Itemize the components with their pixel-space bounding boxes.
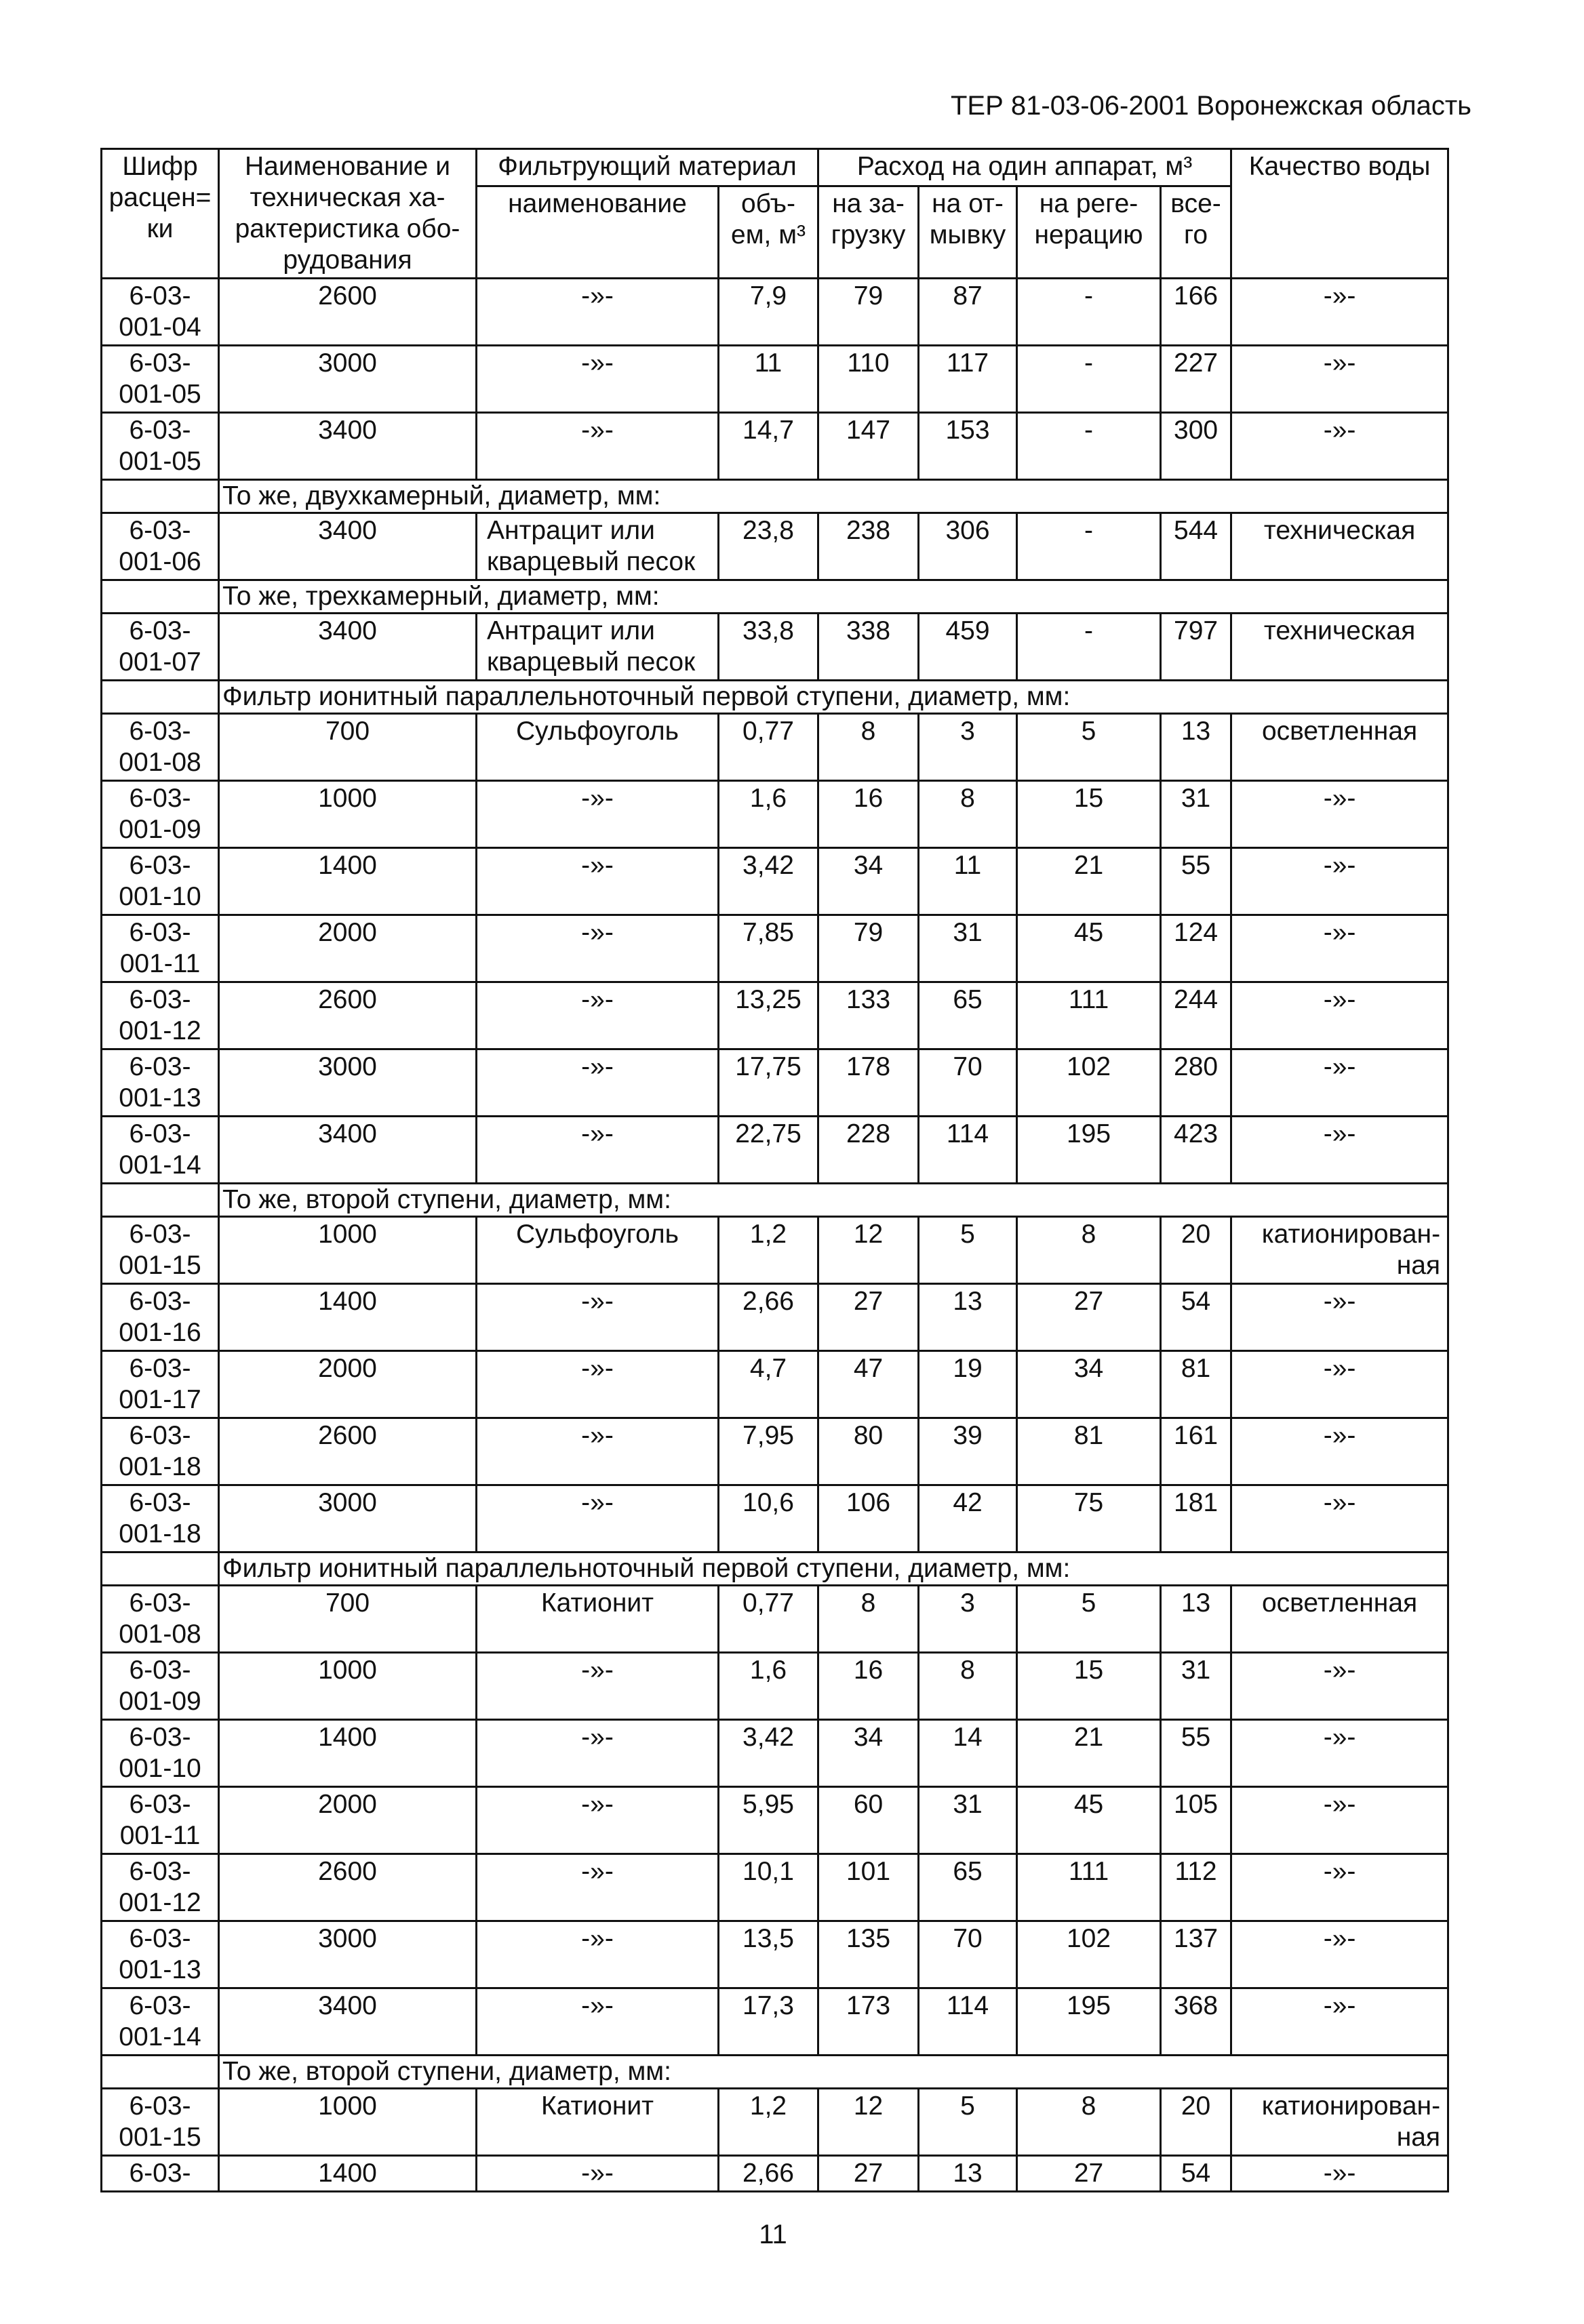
cell-quality: осветленная bbox=[1231, 714, 1448, 781]
cell-name: 1000 bbox=[219, 2089, 477, 2156]
cell-quality: -»- bbox=[1231, 279, 1448, 346]
header-regen: на реге- нерацию bbox=[1017, 186, 1161, 279]
cell-quality: -»- bbox=[1231, 1653, 1448, 1720]
section-code-cell bbox=[102, 1552, 219, 1586]
table-row bbox=[102, 982, 1448, 1049]
cell-volume: 10,1 bbox=[719, 1854, 818, 1921]
cell-load: 12 bbox=[818, 2089, 919, 2156]
cell-material: -»- bbox=[477, 1921, 719, 1988]
table-row bbox=[102, 1117, 1448, 1184]
cell-volume: 5,95 bbox=[719, 1787, 818, 1854]
cell-volume: 7,9 bbox=[719, 279, 818, 346]
cell-quality: -»- bbox=[1231, 1854, 1448, 1921]
cell-regen: - bbox=[1017, 279, 1161, 346]
cell-material: -»- bbox=[477, 781, 719, 848]
table-row bbox=[102, 1284, 1448, 1351]
cell-wash: 114 bbox=[919, 1988, 1017, 2056]
cell-material: -»- bbox=[477, 1485, 719, 1552]
cell-volume: 1,6 bbox=[719, 1653, 818, 1720]
cell-volume: 33,8 bbox=[719, 614, 818, 681]
cell-load: 16 bbox=[818, 1653, 919, 1720]
cell-wash: 3 bbox=[919, 714, 1017, 781]
cell-total: 244 bbox=[1161, 982, 1231, 1049]
cell-material: -»- bbox=[477, 1049, 719, 1117]
cell-load: 16 bbox=[818, 781, 919, 848]
cell-total: 137 bbox=[1161, 1921, 1231, 1988]
table-row bbox=[102, 1049, 1448, 1117]
cell-regen: - bbox=[1017, 413, 1161, 480]
cell-total: 544 bbox=[1161, 513, 1231, 580]
cell-load: 8 bbox=[818, 1586, 919, 1653]
cell-regen: 5 bbox=[1017, 714, 1161, 781]
cell-load: 79 bbox=[818, 915, 919, 982]
cell-wash: 65 bbox=[919, 1854, 1017, 1921]
table-row bbox=[102, 781, 1448, 848]
cell-load: 228 bbox=[818, 1117, 919, 1184]
cell-wash: 13 bbox=[919, 2156, 1017, 2192]
cell-wash: 65 bbox=[919, 982, 1017, 1049]
cell-name: 2600 bbox=[219, 279, 477, 346]
cell-volume: 0,77 bbox=[719, 1586, 818, 1653]
table-row bbox=[102, 1351, 1448, 1418]
cell-regen: 45 bbox=[1017, 915, 1161, 982]
cell-wash: 153 bbox=[919, 413, 1017, 480]
cell-name: 3000 bbox=[219, 1049, 477, 1117]
cell-quality: осветленная bbox=[1231, 1586, 1448, 1653]
cell-regen: 15 bbox=[1017, 1653, 1161, 1720]
cell-wash: 459 bbox=[919, 614, 1017, 681]
cell-load: 8 bbox=[818, 714, 919, 781]
cell-quality: катионирован- ная bbox=[1231, 1217, 1448, 1284]
cell-name: 2600 bbox=[219, 982, 477, 1049]
cell-load: 178 bbox=[818, 1049, 919, 1117]
cell-name: 3400 bbox=[219, 413, 477, 480]
cell-code: 6-03- 001-06 bbox=[102, 513, 219, 580]
cell-quality: техническая bbox=[1231, 513, 1448, 580]
cell-total: 31 bbox=[1161, 1653, 1231, 1720]
cell-regen: 27 bbox=[1017, 1284, 1161, 1351]
cell-quality: -»- bbox=[1231, 1988, 1448, 2056]
cell-volume: 2,66 bbox=[719, 1284, 818, 1351]
cell-name: 3400 bbox=[219, 1988, 477, 2056]
cell-load: 173 bbox=[818, 1988, 919, 2056]
cell-total: 181 bbox=[1161, 1485, 1231, 1552]
cell-material: Сульфоуголь bbox=[477, 714, 719, 781]
cell-wash: 11 bbox=[919, 848, 1017, 915]
cell-wash: 31 bbox=[919, 1787, 1017, 1854]
cell-load: 34 bbox=[818, 1720, 919, 1787]
section-row bbox=[102, 1552, 1448, 1586]
cell-code: 6-03- 001-13 bbox=[102, 1921, 219, 1988]
cell-code: 6-03- 001-10 bbox=[102, 1720, 219, 1787]
cell-regen: 21 bbox=[1017, 1720, 1161, 1787]
cell-volume: 7,85 bbox=[719, 915, 818, 982]
section-title: Фильтр ионитный параллельноточный первой ступени, диаметр, мм: bbox=[219, 681, 1448, 714]
cell-total: 423 bbox=[1161, 1117, 1231, 1184]
cell-regen: 81 bbox=[1017, 1418, 1161, 1485]
cell-total: 55 bbox=[1161, 1720, 1231, 1787]
cell-material: -»- bbox=[477, 1418, 719, 1485]
cell-volume: 14,7 bbox=[719, 413, 818, 480]
cell-name: 3000 bbox=[219, 346, 477, 413]
cell-load: 133 bbox=[818, 982, 919, 1049]
cell-wash: 70 bbox=[919, 1049, 1017, 1117]
table-row bbox=[102, 2156, 1448, 2192]
table-row bbox=[102, 1418, 1448, 1485]
cell-wash: 19 bbox=[919, 1351, 1017, 1418]
cell-total: 54 bbox=[1161, 1284, 1231, 1351]
cell-name: 2600 bbox=[219, 1418, 477, 1485]
cell-volume: 2,66 bbox=[719, 2156, 818, 2192]
cell-name: 1400 bbox=[219, 848, 477, 915]
cell-quality: -»- bbox=[1231, 1418, 1448, 1485]
cell-regen: 5 bbox=[1017, 1586, 1161, 1653]
cell-volume: 17,75 bbox=[719, 1049, 818, 1117]
table-row bbox=[102, 413, 1448, 480]
cell-code: 6-03- 001-17 bbox=[102, 1351, 219, 1418]
section-code-cell bbox=[102, 1184, 219, 1217]
cell-load: 135 bbox=[818, 1921, 919, 1988]
cell-total: 81 bbox=[1161, 1351, 1231, 1418]
cell-quality: -»- bbox=[1231, 1351, 1448, 1418]
cell-load: 80 bbox=[818, 1418, 919, 1485]
cell-name: 2000 bbox=[219, 1351, 477, 1418]
cell-quality: -»- bbox=[1231, 1284, 1448, 1351]
cell-total: 54 bbox=[1161, 2156, 1231, 2192]
cell-quality: -»- bbox=[1231, 848, 1448, 915]
table-row bbox=[102, 848, 1448, 915]
cell-material: Катионит bbox=[477, 1586, 719, 1653]
cell-volume: 17,3 bbox=[719, 1988, 818, 2056]
cell-quality: -»- bbox=[1231, 1787, 1448, 1854]
cell-regen: 27 bbox=[1017, 2156, 1161, 2192]
section-row bbox=[102, 480, 1448, 513]
cell-regen: 195 bbox=[1017, 1988, 1161, 2056]
section-title: То же, двухкамерный, диаметр, мм: bbox=[219, 480, 1448, 513]
cell-volume: 3,42 bbox=[719, 1720, 818, 1787]
cell-quality: -»- bbox=[1231, 1921, 1448, 1988]
cell-material: -»- bbox=[477, 1284, 719, 1351]
cell-volume: 1,6 bbox=[719, 781, 818, 848]
cell-regen: 15 bbox=[1017, 781, 1161, 848]
cell-wash: 42 bbox=[919, 1485, 1017, 1552]
cell-name: 1400 bbox=[219, 2156, 477, 2192]
cell-regen: 102 bbox=[1017, 1049, 1161, 1117]
header-material-group: Фильтрующий материал bbox=[477, 149, 818, 186]
cell-volume: 1,2 bbox=[719, 1217, 818, 1284]
cell-code: 6-03- 001-08 bbox=[102, 714, 219, 781]
header-wash: на от- мывку bbox=[919, 186, 1017, 279]
cell-volume: 22,75 bbox=[719, 1117, 818, 1184]
cell-material: -»- bbox=[477, 1854, 719, 1921]
cell-regen: 111 bbox=[1017, 982, 1161, 1049]
cell-total: 161 bbox=[1161, 1418, 1231, 1485]
cell-load: 27 bbox=[818, 1284, 919, 1351]
cell-material: Антрацит или кварцевый песок bbox=[477, 513, 719, 580]
cell-total: 55 bbox=[1161, 848, 1231, 915]
cell-name: 2600 bbox=[219, 1854, 477, 1921]
table-row bbox=[102, 1988, 1448, 2056]
cell-wash: 3 bbox=[919, 1586, 1017, 1653]
cell-quality: -»- bbox=[1231, 1049, 1448, 1117]
header-load: на за- грузку bbox=[818, 186, 919, 279]
cell-load: 101 bbox=[818, 1854, 919, 1921]
section-row bbox=[102, 681, 1448, 714]
cell-total: 13 bbox=[1161, 1586, 1231, 1653]
cell-regen: 8 bbox=[1017, 1217, 1161, 1284]
cell-material: -»- bbox=[477, 1720, 719, 1787]
section-code-cell bbox=[102, 480, 219, 513]
cell-material: Антрацит или кварцевый песок bbox=[477, 614, 719, 681]
cell-wash: 8 bbox=[919, 781, 1017, 848]
cell-code: 6-03- 001-15 bbox=[102, 2089, 219, 2156]
table-row bbox=[102, 1854, 1448, 1921]
cell-name: 1000 bbox=[219, 1653, 477, 1720]
cell-total: 31 bbox=[1161, 781, 1231, 848]
cell-quality: -»- bbox=[1231, 2156, 1448, 2192]
cell-volume: 0,77 bbox=[719, 714, 818, 781]
cell-material: -»- bbox=[477, 1117, 719, 1184]
cell-material: -»- bbox=[477, 413, 719, 480]
cell-regen: - bbox=[1017, 346, 1161, 413]
table-row bbox=[102, 915, 1448, 982]
header-material-name: наименование bbox=[477, 186, 719, 279]
cell-code: 6-03- 001-05 bbox=[102, 346, 219, 413]
cell-material: Катионит bbox=[477, 2089, 719, 2156]
cell-wash: 39 bbox=[919, 1418, 1017, 1485]
cell-regen: 111 bbox=[1017, 1854, 1161, 1921]
section-code-cell bbox=[102, 681, 219, 714]
cell-wash: 117 bbox=[919, 346, 1017, 413]
cell-regen: - bbox=[1017, 614, 1161, 681]
cell-total: 20 bbox=[1161, 2089, 1231, 2156]
header-consumption-group: Расход на один аппарат, м³ bbox=[818, 149, 1231, 186]
cell-volume: 3,42 bbox=[719, 848, 818, 915]
cell-wash: 306 bbox=[919, 513, 1017, 580]
cell-load: 79 bbox=[818, 279, 919, 346]
cell-material: -»- bbox=[477, 346, 719, 413]
table-row bbox=[102, 279, 1448, 346]
table-row bbox=[102, 714, 1448, 781]
cell-volume: 13,5 bbox=[719, 1921, 818, 1988]
cell-material: -»- bbox=[477, 1787, 719, 1854]
cell-material: -»- bbox=[477, 2156, 719, 2192]
cell-code: 6-03- 001-12 bbox=[102, 982, 219, 1049]
cell-total: 13 bbox=[1161, 714, 1231, 781]
cell-total: 368 bbox=[1161, 1988, 1231, 2056]
header-quality: Качество воды bbox=[1231, 149, 1448, 279]
table-row bbox=[102, 346, 1448, 413]
cell-load: 147 bbox=[818, 413, 919, 480]
section-row bbox=[102, 1184, 1448, 1217]
cell-name: 1400 bbox=[219, 1720, 477, 1787]
cell-volume: 13,25 bbox=[719, 982, 818, 1049]
header-volume: объ- ем, м³ bbox=[719, 186, 818, 279]
cell-load: 34 bbox=[818, 848, 919, 915]
cell-code: 6-03- 001-12 bbox=[102, 1854, 219, 1921]
cell-code: 6-03- 001-14 bbox=[102, 1117, 219, 1184]
cell-name: 3000 bbox=[219, 1485, 477, 1552]
cell-total: 124 bbox=[1161, 915, 1231, 982]
cell-wash: 70 bbox=[919, 1921, 1017, 1988]
cell-quality: -»- bbox=[1231, 915, 1448, 982]
header-code: Шифр расцен= ки bbox=[102, 149, 219, 279]
section-title: То же, второй ступени, диаметр, мм: bbox=[219, 2056, 1448, 2089]
cell-code: 6-03- bbox=[102, 2156, 219, 2192]
cell-name: 2000 bbox=[219, 915, 477, 982]
cell-material: -»- bbox=[477, 1653, 719, 1720]
cell-wash: 31 bbox=[919, 915, 1017, 982]
cell-material: -»- bbox=[477, 848, 719, 915]
cell-code: 6-03- 001-07 bbox=[102, 614, 219, 681]
table-row bbox=[102, 2089, 1448, 2156]
cell-total: 20 bbox=[1161, 1217, 1231, 1284]
table-row bbox=[102, 1485, 1448, 1552]
table-row bbox=[102, 1720, 1448, 1787]
cell-code: 6-03- 001-08 bbox=[102, 1586, 219, 1653]
table-row bbox=[102, 1217, 1448, 1284]
section-code-cell bbox=[102, 580, 219, 614]
cell-code: 6-03- 001-04 bbox=[102, 279, 219, 346]
cell-quality: -»- bbox=[1231, 1117, 1448, 1184]
cell-quality: -»- bbox=[1231, 346, 1448, 413]
cell-volume: 1,2 bbox=[719, 2089, 818, 2156]
cell-total: 112 bbox=[1161, 1854, 1231, 1921]
cell-code: 6-03- 001-11 bbox=[102, 1787, 219, 1854]
cell-load: 27 bbox=[818, 2156, 919, 2192]
header-name: Наименование и техническая ха- рактеристика обо- рудования bbox=[219, 149, 477, 279]
table-body bbox=[102, 279, 1448, 2192]
cell-quality: -»- bbox=[1231, 781, 1448, 848]
cell-quality: катионирован- ная bbox=[1231, 2089, 1448, 2156]
cell-volume: 11 bbox=[719, 346, 818, 413]
section-title: Фильтр ионитный параллельноточный первой ступени, диаметр, мм: bbox=[219, 1552, 1448, 1586]
cell-load: 238 bbox=[818, 513, 919, 580]
cell-code: 6-03- 001-11 bbox=[102, 915, 219, 982]
cell-volume: 7,95 bbox=[719, 1418, 818, 1485]
cell-name: 1000 bbox=[219, 1217, 477, 1284]
cell-regen: 45 bbox=[1017, 1787, 1161, 1854]
cell-code: 6-03- 001-09 bbox=[102, 781, 219, 848]
cell-regen: 34 bbox=[1017, 1351, 1161, 1418]
cell-material: Сульфоуголь bbox=[477, 1217, 719, 1284]
cell-name: 700 bbox=[219, 714, 477, 781]
cell-name: 3000 bbox=[219, 1921, 477, 1988]
cell-material: -»- bbox=[477, 1988, 719, 2056]
cell-quality: -»- bbox=[1231, 413, 1448, 480]
document-header: ТЕР 81-03-06-2001 Воронежская область bbox=[950, 91, 1471, 121]
table-row bbox=[102, 1921, 1448, 1988]
cell-name: 700 bbox=[219, 1586, 477, 1653]
table-row bbox=[102, 1586, 1448, 1653]
cell-load: 12 bbox=[818, 1217, 919, 1284]
cell-total: 105 bbox=[1161, 1787, 1231, 1854]
filter-consumption-table bbox=[100, 148, 1449, 2192]
table-row bbox=[102, 614, 1448, 681]
cell-code: 6-03- 001-10 bbox=[102, 848, 219, 915]
cell-wash: 87 bbox=[919, 279, 1017, 346]
cell-code: 6-03- 001-14 bbox=[102, 1988, 219, 2056]
page-number: 11 bbox=[759, 2220, 787, 2249]
cell-regen: 195 bbox=[1017, 1117, 1161, 1184]
cell-total: 797 bbox=[1161, 614, 1231, 681]
cell-name: 1000 bbox=[219, 781, 477, 848]
cell-code: 6-03- 001-18 bbox=[102, 1485, 219, 1552]
cell-load: 60 bbox=[818, 1787, 919, 1854]
cell-material: -»- bbox=[477, 915, 719, 982]
section-title: То же, второй ступени, диаметр, мм: bbox=[219, 1184, 1448, 1217]
cell-material: -»- bbox=[477, 279, 719, 346]
header-total: все- го bbox=[1161, 186, 1231, 279]
cell-quality: -»- bbox=[1231, 1720, 1448, 1787]
cell-total: 166 bbox=[1161, 279, 1231, 346]
cell-code: 6-03- 001-15 bbox=[102, 1217, 219, 1284]
cell-load: 47 bbox=[818, 1351, 919, 1418]
cell-code: 6-03- 001-18 bbox=[102, 1418, 219, 1485]
cell-regen: 21 bbox=[1017, 848, 1161, 915]
cell-quality: -»- bbox=[1231, 982, 1448, 1049]
cell-regen: 102 bbox=[1017, 1921, 1161, 1988]
cell-regen: 75 bbox=[1017, 1485, 1161, 1552]
cell-name: 3400 bbox=[219, 614, 477, 681]
cell-load: 106 bbox=[818, 1485, 919, 1552]
cell-code: 6-03- 001-05 bbox=[102, 413, 219, 480]
cell-load: 110 bbox=[818, 346, 919, 413]
table-row bbox=[102, 513, 1448, 580]
cell-total: 280 bbox=[1161, 1049, 1231, 1117]
cell-quality: -»- bbox=[1231, 1485, 1448, 1552]
table-row bbox=[102, 1653, 1448, 1720]
table-row bbox=[102, 1787, 1448, 1854]
cell-name: 2000 bbox=[219, 1787, 477, 1854]
cell-code: 6-03- 001-16 bbox=[102, 1284, 219, 1351]
cell-wash: 114 bbox=[919, 1117, 1017, 1184]
cell-volume: 23,8 bbox=[719, 513, 818, 580]
cell-regen: 8 bbox=[1017, 2089, 1161, 2156]
cell-quality: техническая bbox=[1231, 614, 1448, 681]
section-row bbox=[102, 580, 1448, 614]
cell-regen: - bbox=[1017, 513, 1161, 580]
cell-wash: 13 bbox=[919, 1284, 1017, 1351]
cell-wash: 5 bbox=[919, 1217, 1017, 1284]
cell-wash: 14 bbox=[919, 1720, 1017, 1787]
cell-material: -»- bbox=[477, 1351, 719, 1418]
section-code-cell bbox=[102, 2056, 219, 2089]
section-title: То же, трехкамерный, диаметр, мм: bbox=[219, 580, 1448, 614]
cell-name: 3400 bbox=[219, 513, 477, 580]
cell-code: 6-03- 001-09 bbox=[102, 1653, 219, 1720]
cell-volume: 10,6 bbox=[719, 1485, 818, 1552]
cell-name: 1400 bbox=[219, 1284, 477, 1351]
cell-total: 300 bbox=[1161, 413, 1231, 480]
cell-wash: 5 bbox=[919, 2089, 1017, 2156]
cell-wash: 8 bbox=[919, 1653, 1017, 1720]
section-row bbox=[102, 2056, 1448, 2089]
cell-name: 3400 bbox=[219, 1117, 477, 1184]
cell-volume: 4,7 bbox=[719, 1351, 818, 1418]
cell-load: 338 bbox=[818, 614, 919, 681]
cell-code: 6-03- 001-13 bbox=[102, 1049, 219, 1117]
cell-total: 227 bbox=[1161, 346, 1231, 413]
cell-material: -»- bbox=[477, 982, 719, 1049]
